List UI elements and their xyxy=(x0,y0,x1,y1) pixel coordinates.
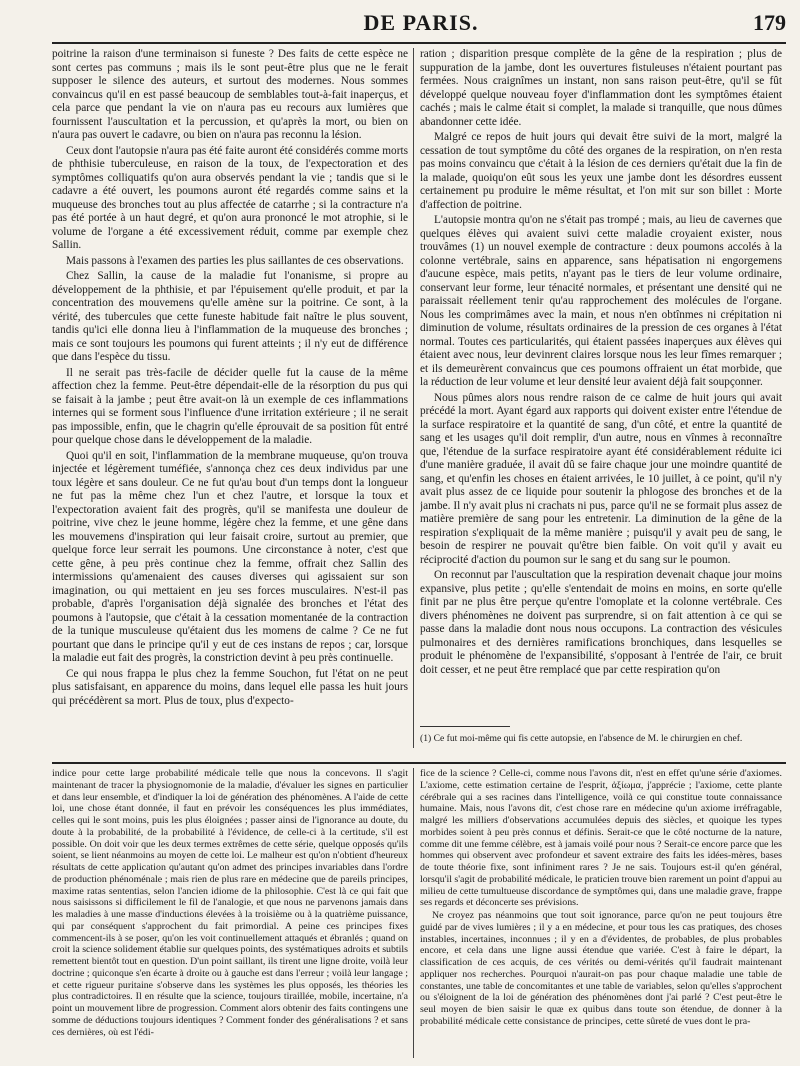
paragraph: fice de la science ? Celle-ci, comme nous l'avons dit, n'est en effet qu'une série d'axiomes. L'axiome, cette estimation certaine de l'esprit, ἀξίωμα, j'apprécie ; l'axiome, cette plante cérébrale qui a ses racines dans l'intelligence, voilà ce qui constitue toute connaissance humaine. Mais, nous l'avons dit, c'est chose rare en médecine qu'un axiome irréfragable, malgré les milliers d'observations accumulées depuis des siècles, et quoique les types morbides soient à peu près connus et définis. Serait-ce que le côté nocturne de la nature, comme dit une femme célèbre, est à jamais voilé pour nous ? Serait-ce encore parce que les hommes qui observent avec profondeur et savent extraire des faits les idées-mères, bases de toute théorie fixe, sont infiniment rares ? Je ne sais. Toujours est-il qu'en général, lorsqu'il s'agit de probabilité médicale, le praticien trouve bien rarement un point d'appui au milieu de cette tumultueuse discordance de symptômes qui, dans une maladie grave, frappe ses regards et déconcerte ses prévisions. xyxy=(420,768,782,909)
column-divider xyxy=(413,48,414,748)
running-title: DE PARIS. xyxy=(363,10,479,35)
paragraph: L'autopsie montra qu'on ne s'était pas trompé ; mais, au lieu de cavernes que quelques élèves qui avaient suivi cette maladie croyaient exister, nous trouvâmes (1) un nouvel exemple de contracture : deux poumons accolés à la colonne vertébrale, sains en apparence, sans hépatisation ni engorgemens d'aucune espèce, mais petits, n'ayant pas le tiers de leur volume ordinaire, conservant leur forme, leur ténacité normales, et présentant une densité qui ne paraissait réellement tenir qu'au rapprochement des molécules de l'organe. Nous les comprimâmes avec la main, et nous n'en obtînmes ni crépitation ni diminution de volume, résultats ordinaires de la pression de ces organes à l'état normal. Toutes ces particularités, qui étaient passées inaperçues aux élèves qui étaient avec nous, leur devinrent claires lorsque nous les leur fîmes remarquer ; et ils demeurèrent convaincus que ces poumons offraient un état morbide, que la réduction de leur volume et leur densité leur avaient déjà fait soupçonner. xyxy=(420,214,782,388)
paragraph: Malgré ce repos de huit jours qui devait être suivi de la mort, malgré la cessation de tout symptôme du côté des organes de la respiration, on n'en resta pas moins convaincu que c'était à la lésion de ces derniers qu'était due la fin de la malade, quoiqu'on eût sous les yeux une jambe dont les désordres eussent certainement pu produire le même résultat, et l'on mit sur son billet : Morte d'affection de poitrine. xyxy=(420,131,782,211)
paragraph: Mais passons à l'examen des parties les plus saillantes de ces observations. xyxy=(66,254,404,267)
paragraph: indice pour cette large probabilité médicale telle que nous la concevons. Il s'agit maintenant de tracer la physiognomonie de la maladie, d'évaluer les signes en particulier et dans leur ensemble, et d'indiquer la loi de génération des phénomènes. A l'aide de cette loi, une chose étant donnée, il faut en prévoir les conséquences les plus immédiates, celles qui le sont moins, puis les plus éloignées ; passer ainsi de l'ignorance au doute, du doute à la probabilité, de la probabilité à l'évidence, de celle-ci à la certitude, s'il est possible. On doit voir que les deux termes extrêmes de cette série, quelque opposés qu'ils soient, se lient néanmoins au moyen de cette loi. Le malheur est qu'on n'obtient d'heureux résultats de cette application qu'autant qu'on admet des principes invariables dans l'ordre de production phénoménale ; mais rien de plus rare en médecine que de pareils principes, maxime ratas sententias, selon l'ancien idiome de la philosophie. C'est là ce qui fait que nous saisissons si difficilement le fil de l'analogie, et que nous ne parvenons jamais dans les maladies à une masse d'inductions élevées à la troisième ou à la quatrième puissance, qui par conséquent s'approchent du fait primordial. A peine ces principes fixes commencent-ils à se poser, qu'on les voit continuellement attaqués et ébranlés ; quand on croit la science solidement établie sur quelques points, des systématiques adroits et subtils remettent bientôt tout en question. D'un point saillant, ils tirent une ligne droite, voilà leur doctrine ; quiconque s'en écarte à droite ou à gauche est dans l'erreur ; voilà leur langage ; et cette rigueur puritaine s'observe dans les systèmes les plus opposés, les théories les plus contradictoires. Il en résulte que la science, toujours tiraillée, mobile, incertaine, n'a point un mouvement libre de progression. Comment alors obtenir des faits contingens une somme de déductions toujours identiques ? Comment fonder des généralisations ? et sans ces dernières, où est l'édi- xyxy=(52,768,408,1038)
section-rule xyxy=(52,762,786,764)
footnote: (1) Ce fut moi-même qui fis cette autopsie, en l'absence de M. le chirurgien en chef. xyxy=(420,733,743,744)
paragraph: Nous pûmes alors nous rendre raison de ce calme de huit jours qui avait précédé la mort. Ayant égard aux rapports qui doivent exister entre l'étendue de la surface respiratoire et la quantité de sang, d'un côté, et entre la quantité de sang et les usages qu'il doit remplir, d'un autre, nous en vînmes à reconnaître que, l'étendue de la surface respiratoire ayant été considérablement réduite ici d'une manière graduée, il avait dû se faire chaque jour une moindre quantité de sang, et qu'enfin les choses en étaient arrivées, le 10 juillet, à ce point, qu'il n'y avait plus assez de ce liquide pour soutenir la phlogose des bronches et de la jambe. Il n'y avait plus ni crachats ni pus, parce qu'il ne se formait plus assez de matière première de sang pour les entretenir. La diminution de la gêne de la respiration s'expliquait de la même manière ; puisqu'il y avait peu de sang, le besoin de respirer ne pouvait qu'être bien faible. On voit qu'il y avait eu réciprocité d'action du poumon sur le sang et du sang sur le poumon. xyxy=(420,391,782,566)
bottom-left-column xyxy=(52,768,408,1060)
paragraph: ration ; disparition presque complète de la gêne de la respiration ; plus de suppuration de la jambe, dont les ouvertures fistuleuses n'étaient pourtant pas fermées. Nous craignîmes un instant, non sans raison peut-être, qu'il se fût développé quelque nouveau foyer d'inflammation dont les symptômes étaient cachés ; mais le calme était si complet, la malade si tranquille, que nous dûmes abandonner cette idée. xyxy=(420,48,782,128)
paragraph: On reconnut par l'auscultation que la respiration devenait chaque jour moins expansive, plus petite ; qu'elle s'entendait de moins en moins, en sorte qu'elle finit par ne plus être perçue qu'entre l'omoplate et la colonne vertébrale. Ces divers phénomènes ne doivent pas surprendre, si on fait attention à ce qui se passe dans la maladie dont nous nous occupons. La contraction des vésicules pulmonaires et des dernières ramifications bronchiques, dans lesquelles se produit le phénomène de l'expansibilité, s'opposant à l'entrée de l'air, ce bruit doit cesser, et ne peut être remplacé que par cette respiration qu'on xyxy=(420,569,782,676)
page-header xyxy=(52,6,790,42)
header-rule xyxy=(52,42,786,44)
footnote-rule xyxy=(420,726,510,727)
paragraph: Ce qui nous frappa le plus chez la femme Souchon, fut l'état on ne peut plus satisfaisant, en apparence du moins, dans lequel elle passa les huit jours qui précédèrent sa mort. Plus de toux, plus d'expecto- xyxy=(52,667,408,707)
left-column xyxy=(52,48,408,754)
paragraph: Ne croyez pas néanmoins que tout soit ignorance, parce qu'on ne peut toujours être guidé par de vives lumières ; il y a en médecine, et pour tous les cas pratiques, des choses instables, incertaines, inconnues ; il y en a d'évidentes, de probables, de plus probables encore, et cela dans une ligne aussi étendue que variée. C'est à faire le départ, la classification de ces acquis, de ces vérités ou demi-vérités qu'il faudrait maintenant appliquer nos recherches. Pourquoi n'aurait-on pas pour chaque maladie une table de constantes, une table de concomitantes et une table de variables, selon qu'elles s'approchent ou s'éloignent de la loi de génération des phénomènes dont j'ai parlé ? C'est peut-être le seul moyen de bien saisir le quæ ex quibus dans toute son étendue, de donner à la probabilité médicale cette consistance de principes, cette sûreté de vues dont le pra- xyxy=(420,910,782,1027)
bottom-column-divider xyxy=(413,768,414,1058)
paragraph: Chez Sallin, la cause de la maladie fut l'onanisme, si propre au développement de la phthisie, et par l'épuisement qu'elle produit, et par la concentration des mouvemens qu'elle amène sur la poitrine. Ce sont, à la vérité, des tubercules que cette funeste habitude fait naître le plus souvent, tandis qu'ici elle donna lieu à l'inflammation de la muqueuse des bronches ; mais ce sont toujours les poumons qui furent atteints ; il n'y eut de différence que dans l'espèce du tissu. xyxy=(52,270,408,363)
paragraph: poitrine la raison d'une terminaison si funeste ? Des faits de cette espèce ne sont certes pas communs ; mais ils le sont peut-être plus que ne le ferait supposer le silence des auteurs, et surtout des modernes. Nous sommes convaincus qu'il en est passé beaucoup de semblables tout-à-fait inaperçus, et cela parce que pendant la vie on n'aura pas eu recours aux lumières que fournissent l'auscultation et la percussion, et qu'après la mort, ou bien on n'aura pas ouvert le cadavre, ou bien on n'aura pas reconnu la lésion. xyxy=(52,48,408,141)
right-column xyxy=(420,48,782,708)
paragraph: Ceux dont l'autopsie n'aura pas été faite auront été considérés comme morts de phthisie tuberculeuse, en raison de la toux, de l'expectoration et des symptômes colliquatifs qu'on aura observés pendant la vie ; tandis que si le cadavre a été ouvert, les poumons auront été regardés comme sains et la muqueuse des bronches tout au plus affectée de catarrhe ; si la contracture n'a pas été portée à un haut degré, et qu'on aura prononcé le mot atrophie, si le volume de l'organe a été excessivement réduit, comme par exemple chez Sallin. xyxy=(52,144,408,251)
paragraph: Quoi qu'il en soit, l'inflammation de la membrane muqueuse, qu'on trouva injectée et légèrement tuméfiée, s'annonça chez ces deux individus par une toux légère et sans douleur. Ce ne fut qu'au bout d'un temps dont la longueur ne fut pas la même chez l'un et chez l'autre, et lorsque la toux et l'expectoration avaient fait des progrès, qu'il se manifesta une douleur de poitrine, vive chez le jeune homme, légère chez la femme, et une gêne dans les mouvemens d'inspiration qui leur faisait croire, surtout au premier, que quelque force leur serrait les poumons. Une circonstance à noter, c'est que cette gêne, à peu près continue chez la femme, offrait chez Sallin des intermissions qu'amenaient des causes diverses qui agissaient sur son imagination, ou qui mettaient en jeu ses forces musculaires. N'est-il pas probable, d'après l'organisation déjà signalée des bronches et l'état des poumons à l'autopsie, que c'était à la cessation momentanée de la contraction de la tunique musculeuse qu'étaient dus les momens de calme ? Ce ne fut pourtant que dans le principe qu'il y eut de ces instans de repos ; car, lorsque la maladie eut fait des progrès, la constriction devint à peu près continuelle. xyxy=(52,449,408,664)
page-number: 179 xyxy=(753,10,786,35)
bottom-right-column xyxy=(420,768,782,1060)
paragraph: Il ne serait pas très-facile de décider quelle fut la cause de la même affection chez la femme. Peut-être dépendait-elle de la résorption du pus qui se faisait à la jambe ; peut être avait-on là un exemple de ces inflammations internes qui se forment sous l'influence d'une irritation extérieure ; il ne serait pas impossible, enfin, que le chagrin qu'elle éprouvait de sa position fût entré pour quelque chose dans le développement de la maladie. xyxy=(52,366,408,446)
